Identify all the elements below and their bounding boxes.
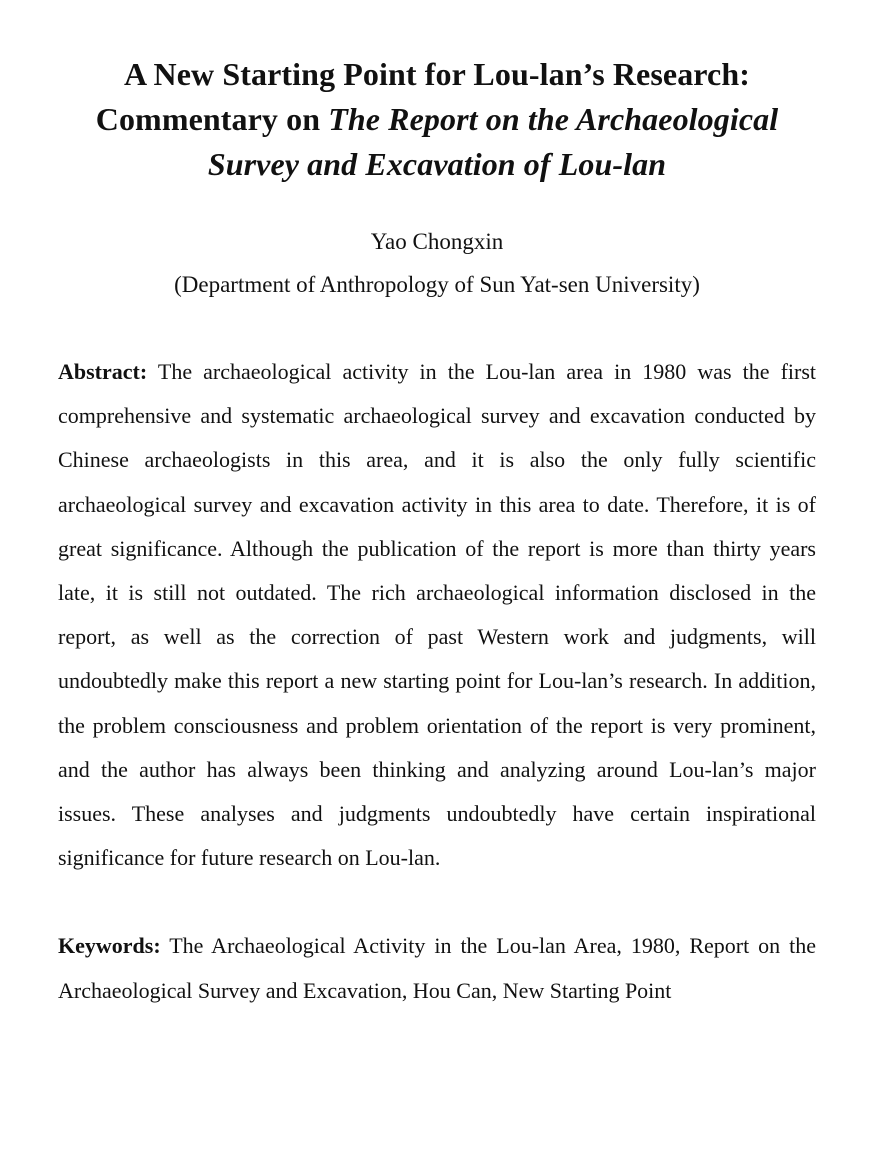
title-line-2-prefix: Commentary on bbox=[95, 101, 329, 137]
keywords-label: Keywords: bbox=[58, 933, 161, 959]
title-line-2 bbox=[58, 97, 816, 142]
title-line-3-italic: Survey and Excavation of Lou-lan bbox=[207, 146, 667, 182]
keywords-text: The Archaeological Activity in the Lou-lan Area, 1980, Report on the Archaeological Survey and Excavation, Hou Can, New Starting Point bbox=[58, 933, 817, 1003]
abstract-text: The archaeological activity in the Lou-lan area in 1980 was the first comprehensive and systematic archaeological survey and excavation conducted by Chinese archaeologists in this area, and it is also the only fully scientific archaeological survey and excavation activity in this area to date. Therefore, it is of great significance. Although the publication of the report is more than thirty years late, it is still not outdated. The rich archaeological information disclosed in the report, as well as the correction of past Western work and judgments, will undoubtedly make this report a new starting point for Lou-lan’s research. In addition, the problem consciousness and problem orientation of the report is very prominent, and the author has always been thinking and analyzing around Lou-lan’s major issues. These analyses and judgments undoubtedly have certain inspirational significance for future research on Lou-lan. bbox=[58, 359, 817, 871]
title-line-3 bbox=[58, 142, 816, 187]
keywords-paragraph bbox=[58, 924, 816, 1012]
abstract-label: Abstract: bbox=[58, 359, 148, 384]
paper-title bbox=[58, 0, 816, 187]
title-line-2-italic: The Report on the Archaeological bbox=[328, 101, 779, 137]
abstract-paragraph bbox=[58, 350, 816, 880]
author-affiliation: (Department of Anthropology of Sun Yat-sen University) bbox=[174, 272, 700, 297]
author-block bbox=[58, 220, 816, 306]
title-line-1: A New Starting Point for Lou-lan’s Research: bbox=[124, 56, 750, 92]
author-name: Yao Chongxin bbox=[370, 229, 504, 254]
